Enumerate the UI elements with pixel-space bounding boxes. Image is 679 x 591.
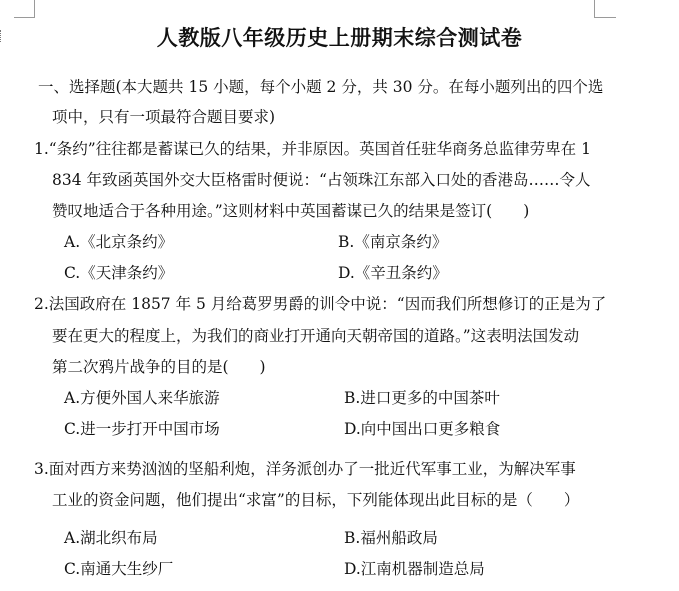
section-heading-line1: 一、选择题(本大题共 15 小题，每个小题 2 分，共 30 分。在每小题列出的四个选 [38,78,604,96]
question-2-option-a: A.方便外国人来华旅游 [64,389,220,407]
crop-mark-top-right-h [594,17,616,18]
question-1-option-d: D.《辛丑条约》 [338,264,448,282]
question-2-line3: 第二次鸦片战争的目的是( ) [52,358,266,376]
question-2-option-d: D.向中国出口更多粮食 [344,420,501,438]
crop-mark-top-left-h [14,17,35,18]
question-1-line3: 赞叹地适合于各种用途。”这则材料中英国蓄谋已久的结果是签订( ) [52,202,530,220]
question-2-option-c: C.进一步打开中国市场 [64,420,220,438]
question-2-line2: 要在更大的程度上，为我们的商业打开通向天朝帝国的道路。”这表明法国发动 [52,327,580,345]
question-2-line1: 2.法国政府在 1857 年 5 月给葛罗男爵的训令中说：“因而我们所想修订的正是为了 [34,295,607,313]
question-3-option-c: C.南通大生纱厂 [64,560,174,578]
question-1-option-c: C.《天津条约》 [64,264,174,282]
question-3-line2: 工业的资金问题，他们提出“求富”的目标，下列能体现出此目标的是（ ） [52,491,580,509]
section-heading-line2: 项中，只有一项最符合题目要求) [52,108,276,126]
question-1-line2: 834 年致函英国外交大臣格雷时便说：“占领珠江东部入口处的香港岛……令人 [52,171,591,189]
question-2-option-b: B.进口更多的中国茶叶 [344,389,500,407]
question-3-option-d: D.江南机器制造总局 [344,560,485,578]
question-1-option-b: B.《南京条约》 [338,233,448,251]
page-title: 人教版八年级历史上册期末综合测试卷 [156,26,523,50]
crop-mark-top-left [34,0,35,17]
question-1-option-a: A.《北京条约》 [64,233,174,251]
question-3-line1: 3.面对西方来势汹汹的坚船利炮，洋务派创办了一批近代军事工业，为解决军事 [34,460,576,478]
question-1-line1: 1.“条约”往往都是蓄谋已久的结果，并非原因。英国首任驻华商务总监律劳卑在 1 [34,140,591,158]
question-3-option-b: B.福州船政局 [344,529,438,547]
crop-mark-top-right [594,0,595,17]
question-3-option-a: A.湖北织布局 [64,529,158,547]
